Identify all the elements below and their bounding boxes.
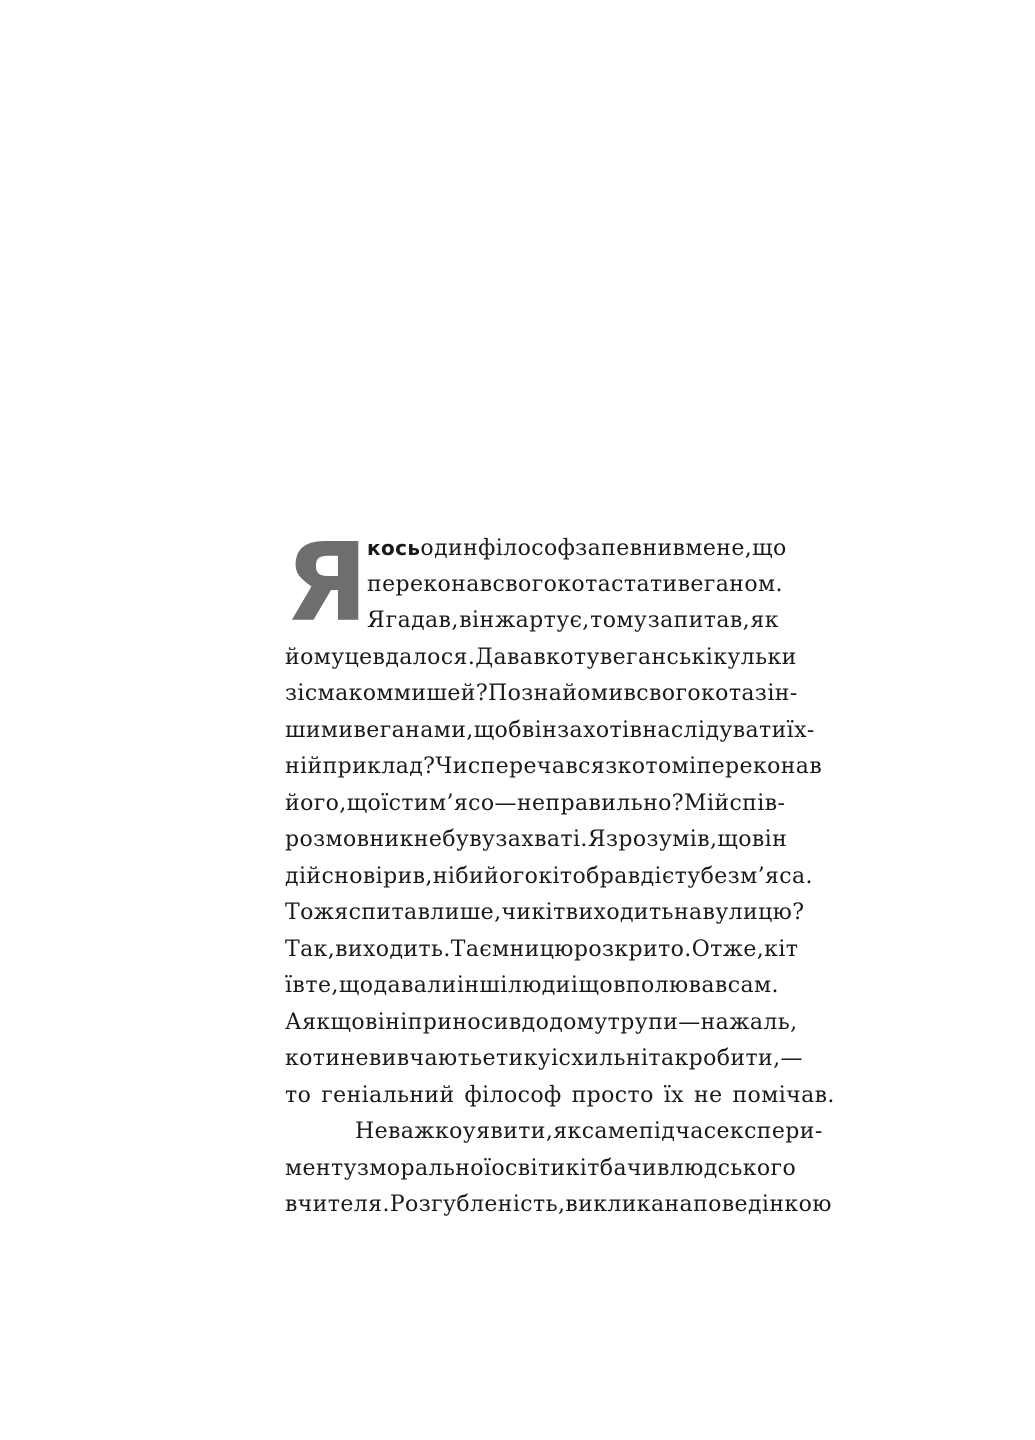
word: запитав, [647, 608, 751, 633]
text-line [285, 1041, 803, 1078]
text-line [285, 859, 813, 896]
word: вполював [613, 973, 728, 998]
word: дійсно [285, 863, 363, 889]
word: він [521, 717, 558, 743]
word: що [752, 536, 787, 561]
word: філософ [464, 1082, 562, 1108]
word: сам. [727, 973, 779, 998]
word: його, [285, 790, 347, 816]
word: і [551, 1046, 559, 1071]
word: зі [285, 681, 305, 706]
word: Я [367, 608, 386, 633]
word: Давав [475, 644, 547, 670]
text-line [285, 713, 815, 750]
word: люди [507, 973, 571, 998]
word: схильні [558, 1046, 649, 1071]
word: м’яса. [740, 863, 813, 889]
text-line [285, 968, 779, 1005]
word: не [413, 827, 443, 852]
word: розмовник [285, 827, 414, 852]
word: смаком [304, 681, 394, 706]
word: спів- [729, 790, 786, 816]
word: мишей? [393, 681, 489, 706]
word: один [420, 536, 479, 561]
word: Отже, [691, 936, 765, 962]
word: Розгубленість, [389, 1192, 566, 1217]
body-text [285, 521, 835, 1224]
word: гадав, [385, 608, 459, 633]
word: веганські [599, 644, 714, 670]
word: те, [305, 973, 339, 998]
word: інші [456, 973, 508, 998]
word: то [285, 1082, 312, 1108]
word: щоб [473, 717, 522, 743]
word: обрав [572, 863, 641, 889]
word: уявити, [462, 1119, 554, 1144]
word: Тож [285, 900, 335, 925]
word: на [700, 1009, 730, 1035]
word: вірив, [362, 863, 433, 889]
word: саме [581, 1119, 639, 1144]
word: сперечався [467, 754, 606, 779]
word: що [346, 790, 382, 816]
word: з [356, 1155, 370, 1181]
word: свого [492, 571, 558, 597]
word: і [570, 973, 579, 998]
word: він [751, 827, 788, 852]
word: не [340, 1046, 369, 1071]
word: моральної [369, 1155, 492, 1181]
word: веганом. [677, 571, 783, 597]
word: кіт [565, 1155, 600, 1181]
word: освіти [491, 1155, 566, 1181]
word: робити, [688, 1046, 781, 1071]
word: розкрито. [573, 936, 692, 962]
drop-cap: Я [285, 521, 369, 646]
word: Я [587, 827, 606, 852]
word: не [694, 1082, 723, 1108]
word: тому [590, 608, 648, 633]
text-line [285, 749, 823, 786]
word: переконав [696, 754, 823, 779]
word: — [678, 1009, 701, 1035]
word: захотів [557, 717, 643, 743]
word: як [750, 608, 779, 633]
word: веганами, [353, 717, 474, 743]
word: жаль, [729, 1009, 798, 1035]
word: їсти [381, 790, 429, 816]
word: як [553, 1119, 582, 1144]
text-line [285, 1005, 798, 1042]
word: етику [482, 1046, 552, 1071]
word: Мій [684, 790, 730, 816]
word: А [285, 1009, 303, 1035]
word: — [494, 790, 517, 816]
word: йому [285, 644, 345, 670]
text-line [285, 932, 799, 969]
word: кота [701, 681, 755, 706]
text-line [285, 786, 786, 823]
word: Чи [435, 754, 468, 779]
word: і [400, 1009, 408, 1035]
word: просто [571, 1082, 654, 1108]
word: бачив [599, 1155, 670, 1181]
word: і [689, 754, 697, 779]
word: з [754, 681, 768, 706]
word: переконав [367, 571, 493, 597]
word: лише, [430, 900, 502, 925]
word: вдалося. [372, 644, 476, 670]
word: Таємницю [450, 936, 574, 962]
word: виходить [565, 900, 674, 925]
word: м’ясо [428, 790, 495, 816]
word: людського [669, 1155, 797, 1181]
word: час [675, 1119, 717, 1144]
word: виходить. [335, 936, 451, 962]
word: чи [501, 900, 532, 925]
word: менту [285, 1155, 357, 1181]
word: їх- [786, 717, 815, 743]
word: він [365, 1009, 401, 1035]
word: що [338, 973, 374, 998]
word: зрозумів, [605, 827, 718, 852]
word: додому [521, 1009, 608, 1035]
word: філософ [478, 536, 576, 561]
word: його [484, 863, 539, 889]
word: ін- [767, 681, 798, 706]
word: якщо [302, 1009, 365, 1035]
word: вивчають [368, 1046, 483, 1071]
word: вулицю? [702, 900, 805, 925]
word: — [780, 1046, 803, 1071]
word: приклад? [322, 754, 436, 779]
word: без [700, 863, 741, 889]
word: геніальний [321, 1082, 455, 1108]
word: Познайомив [488, 681, 637, 706]
word: я [334, 900, 349, 925]
word: викликана [565, 1192, 694, 1217]
text-line [285, 1151, 797, 1188]
paragraph-2 [285, 1114, 832, 1224]
word: кота [557, 571, 612, 597]
word: що [717, 827, 752, 852]
text-line [285, 895, 805, 932]
lead-word: кось [367, 536, 421, 560]
word: експери- [716, 1119, 823, 1144]
word: свого [636, 681, 702, 706]
word: у [482, 827, 496, 852]
text-line [285, 676, 798, 713]
word: Неважко [355, 1119, 463, 1144]
word: неправильно? [516, 790, 685, 816]
word: кульки [713, 644, 797, 670]
word: мене, [685, 536, 753, 561]
word: це [344, 644, 373, 670]
word: дієту [640, 863, 701, 889]
word: котом [617, 754, 690, 779]
word: захваті. [495, 827, 588, 852]
word: Так, [285, 936, 336, 962]
word: під [638, 1119, 676, 1144]
text-line [285, 1114, 823, 1151]
text-line [285, 822, 788, 859]
word: був [442, 827, 483, 852]
word: приносив [407, 1009, 522, 1035]
word: їв [285, 973, 306, 998]
word: що [578, 973, 613, 998]
word: ніби [432, 863, 485, 889]
word: жартує, [495, 608, 590, 633]
word: помічав. [732, 1082, 835, 1108]
word: з [605, 754, 618, 779]
word: коту [546, 644, 600, 670]
word: спитав [348, 900, 431, 925]
word: вчителя. [285, 1192, 390, 1217]
text-line [285, 1187, 832, 1224]
word: шими [285, 717, 354, 743]
word: він [459, 608, 495, 633]
word: кіт [764, 936, 799, 962]
word: ній [285, 754, 323, 779]
word: стати [611, 571, 678, 597]
word: давали [373, 973, 457, 998]
word: їх [663, 1082, 684, 1108]
word: наслідувати [642, 717, 787, 743]
word: коти [285, 1046, 341, 1071]
word: запевнив [575, 536, 686, 561]
word: на [673, 900, 703, 925]
word: трупи [607, 1009, 679, 1035]
word: поведінкою [693, 1192, 832, 1217]
word: кіт [538, 863, 573, 889]
word: кіт [531, 900, 566, 925]
text-line [285, 1078, 835, 1115]
word: так [648, 1046, 689, 1071]
